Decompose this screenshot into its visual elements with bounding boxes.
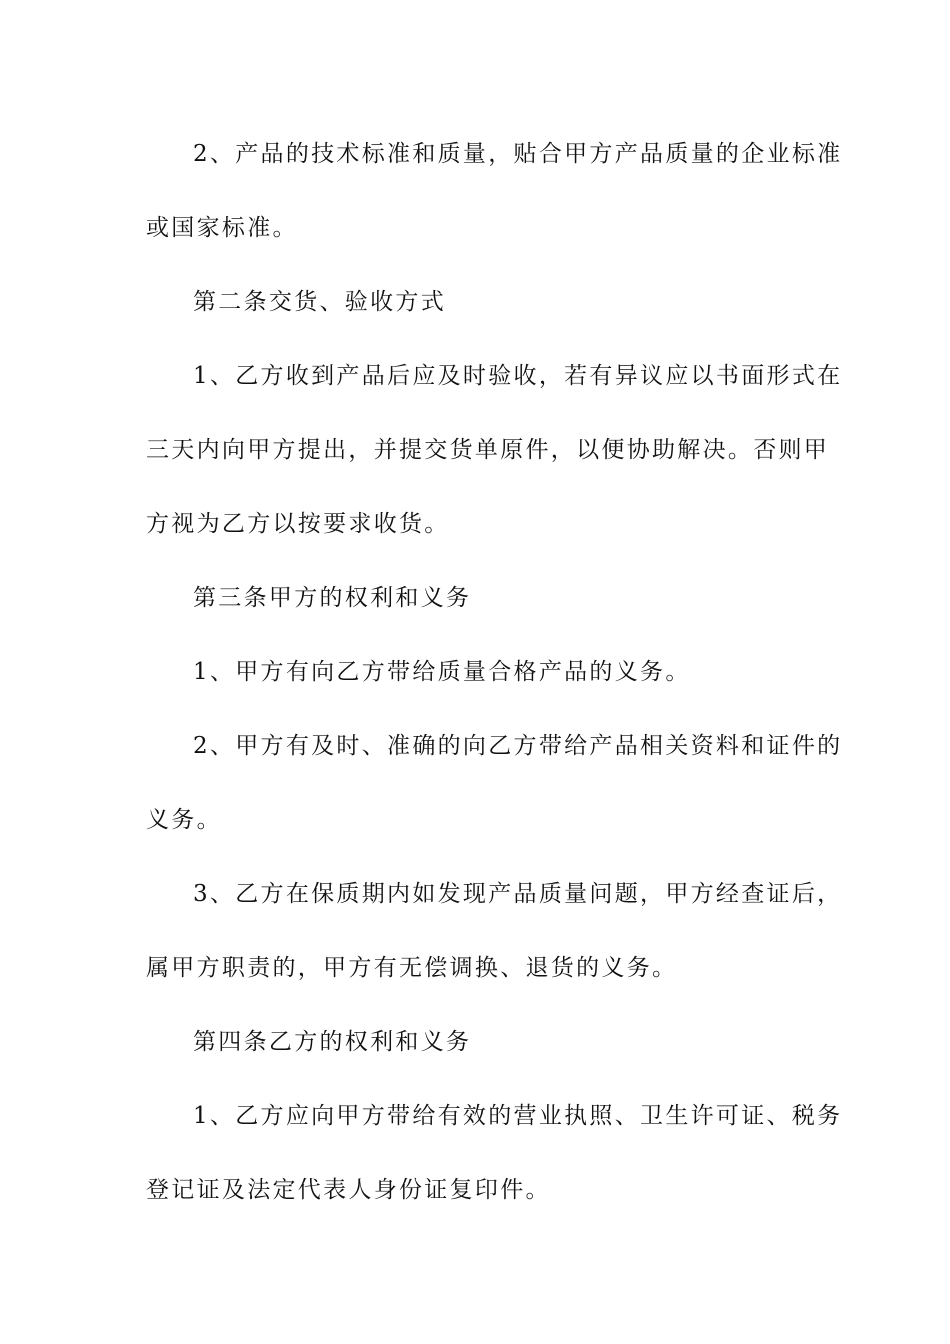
paragraph-line: 或国家标准。 <box>146 215 298 241</box>
paragraph-line: 2、甲方有及时、准确的向乙方带给产品相关资料和证件的 <box>193 733 843 759</box>
paragraph-line: 1、甲方有向乙方带给质量合格产品的义务。 <box>193 659 691 685</box>
paragraph-line: 三天内向甲方提出，并提交货单原件，以便协助解决。否则甲 <box>146 437 830 463</box>
paragraph-line: 2、产品的技术标准和质量，贴合甲方产品质量的企业标准 <box>193 141 843 167</box>
paragraph-line: 3、乙方在保质期内如发现产品质量问题，甲方经查证后， <box>193 881 843 907</box>
section-heading: 第四条乙方的权利和义务 <box>193 1029 472 1055</box>
section-heading: 第二条交货、验收方式 <box>193 289 446 315</box>
paragraph-line: 登记证及法定代表人身份证复印件。 <box>146 1177 551 1203</box>
paragraph-line: 1、乙方收到产品后应及时验收，若有异议应以书面形式在 <box>193 363 843 389</box>
paragraph-line: 方视为乙方以按要求收货。 <box>146 511 450 537</box>
paragraph-line: 1、乙方应向甲方带给有效的营业执照、卫生许可证、税务 <box>193 1103 843 1129</box>
paragraph-line: 属甲方职责的，甲方有无偿调换、退货的义务。 <box>146 955 678 981</box>
paragraph-line: 义务。 <box>146 807 222 833</box>
section-heading: 第三条甲方的权利和义务 <box>193 585 472 611</box>
